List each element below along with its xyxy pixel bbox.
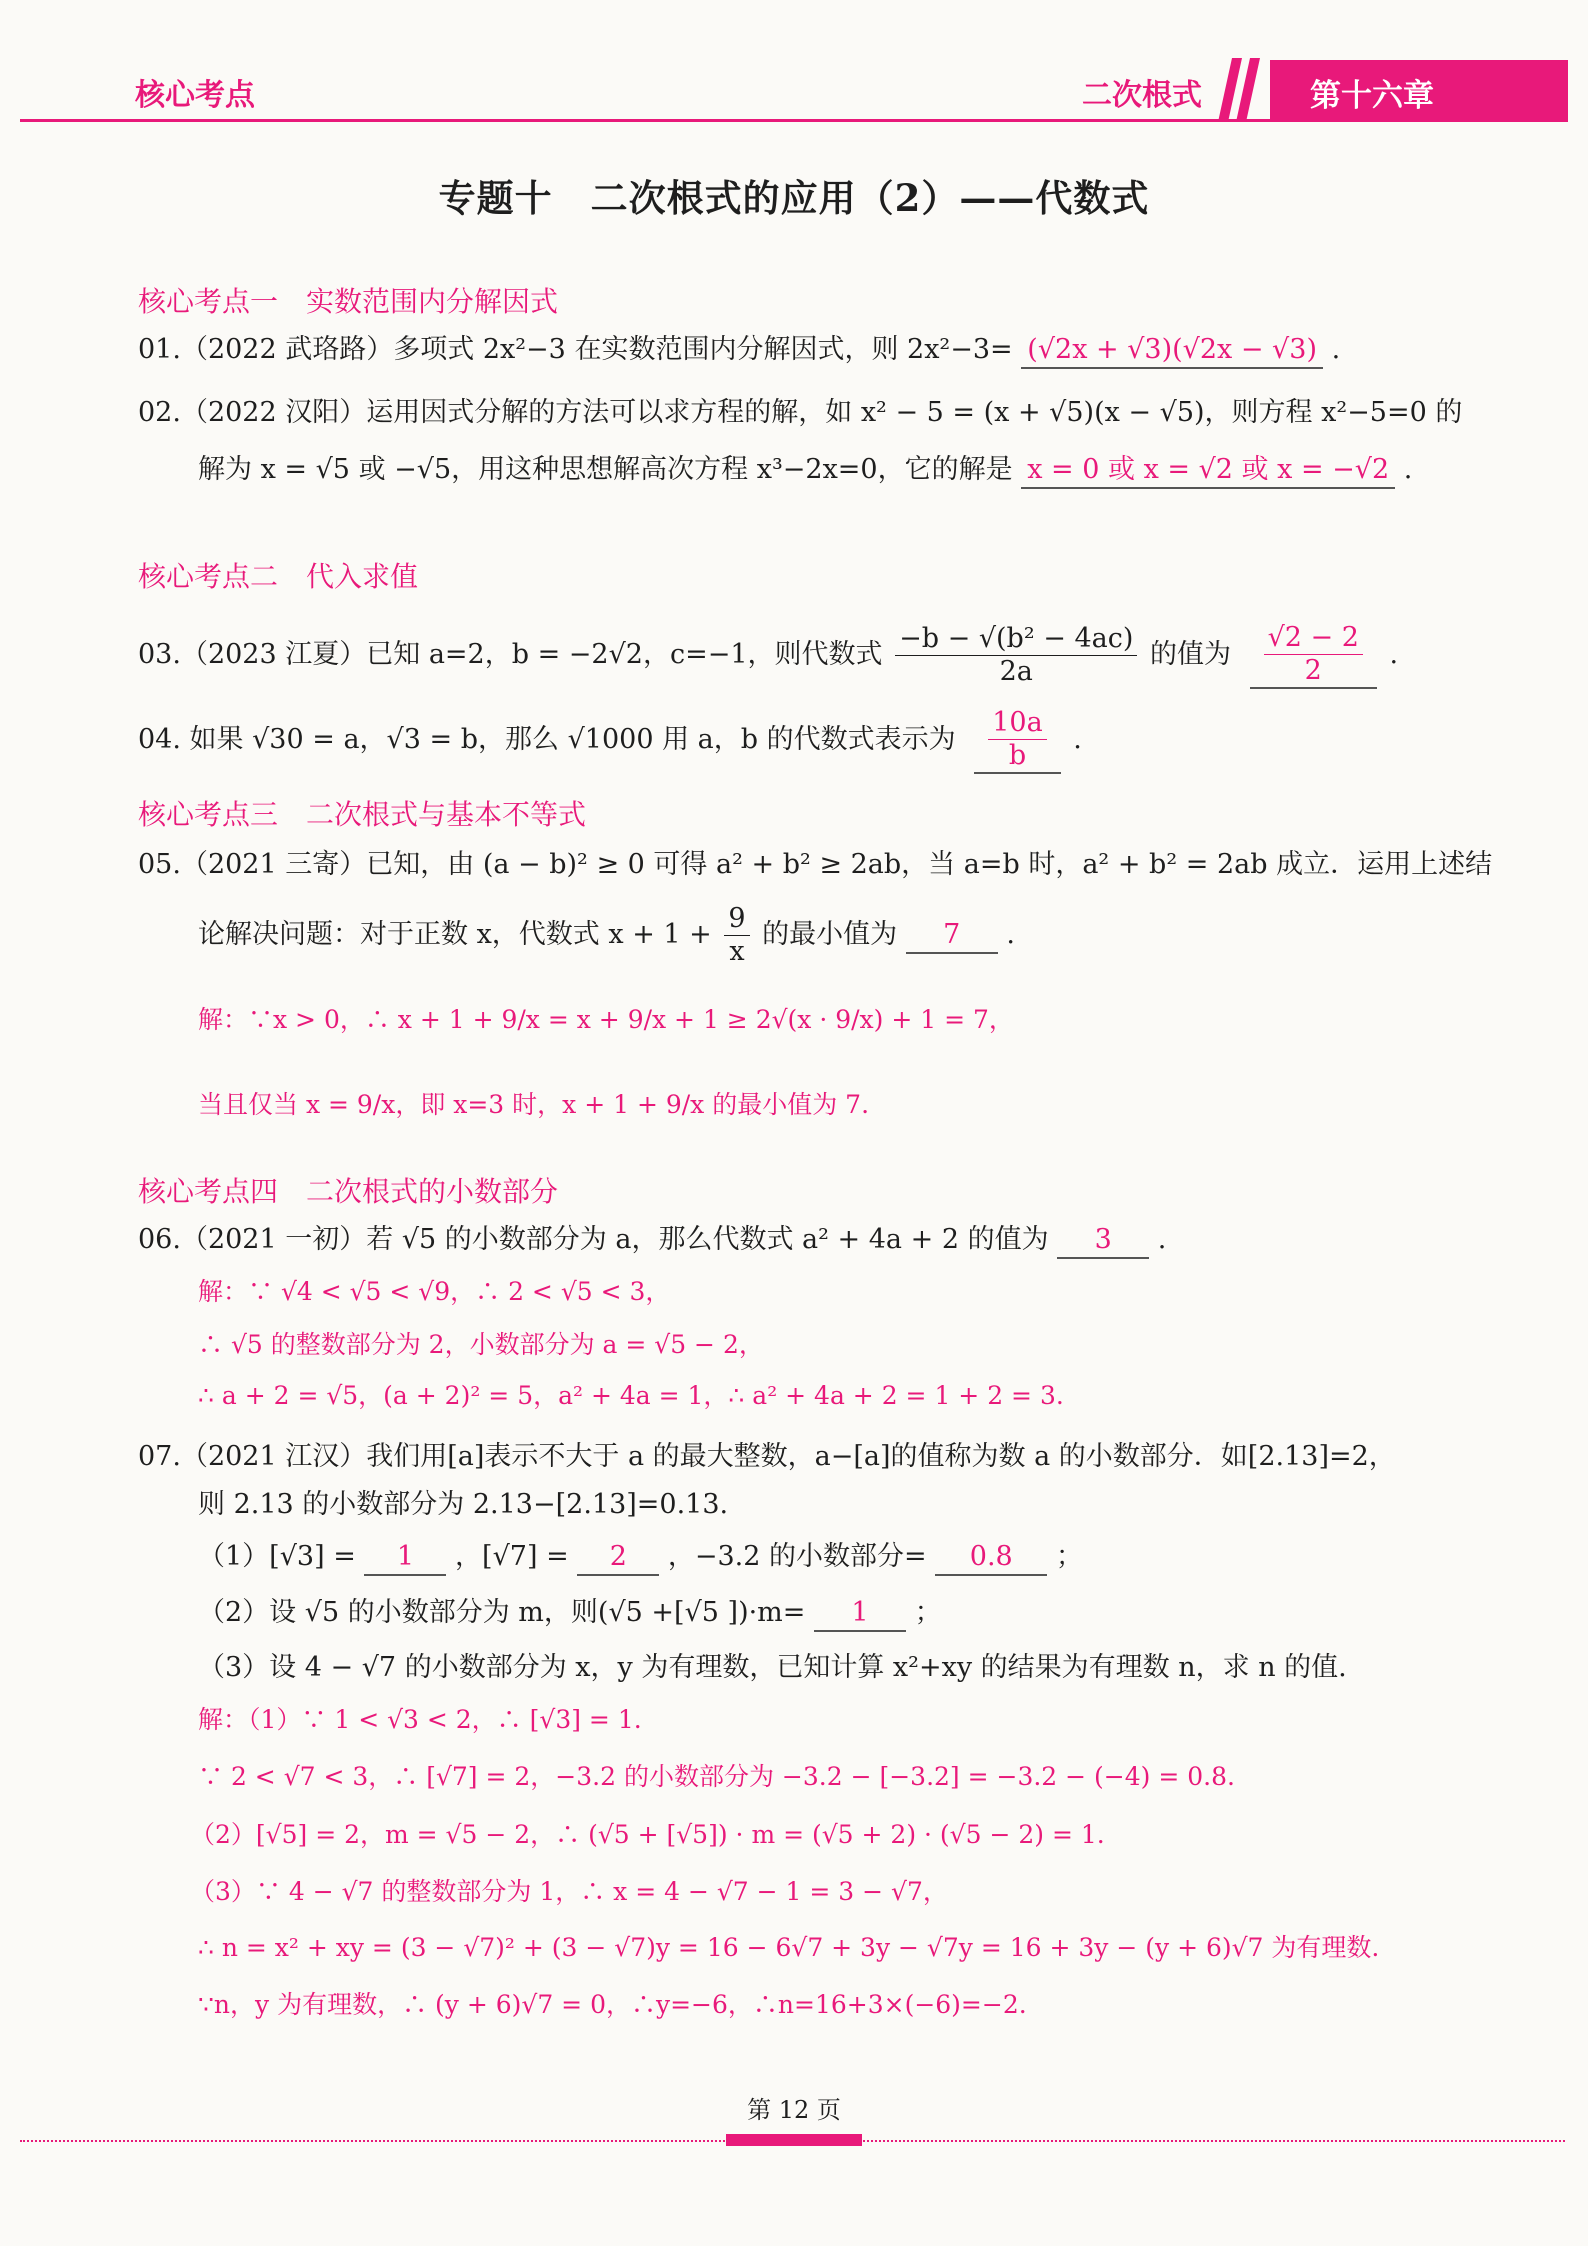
question-05-line-2: [198, 900, 1015, 970]
q07-solution-line-4: （3）∵ 4 − √7 的整数部分为 1，∴ x = 4 − √7 − 1 = 3 − √7，: [190, 1877, 948, 1906]
q01-source: （2022 武珞路）: [180, 334, 394, 365]
q07-solution-line-1: 解：（1）∵ 1 < √3 < 2，∴ [√3] = 1.: [198, 1705, 642, 1734]
q07-answer-3: 0.8: [935, 1540, 1047, 1576]
q07-answer-1: 1: [364, 1540, 446, 1576]
q05-text: 论解决问题：对于正数 x，代数式 x + 1 +: [198, 919, 712, 950]
q03-frac-denominator: 2a: [999, 656, 1033, 687]
q06-solution-line-1: 解：∵ √4 < √5 < √9，∴ 2 < √5 < 3，: [198, 1277, 671, 1306]
q07-part-1: [198, 1537, 1083, 1577]
q07-answer-4: 1: [814, 1596, 906, 1632]
q04-answer: [974, 707, 1060, 774]
q05-frac-numerator: 9: [724, 903, 749, 936]
header-chapter: 第十六章: [1310, 78, 1434, 114]
q01-number: 01.: [138, 334, 181, 365]
q07-part-2: [198, 1593, 942, 1633]
q03-frac-numerator: −b − √(b² − 4ac): [895, 623, 1137, 656]
section-heading-4: 核心考点四 二次根式的小数部分: [138, 1175, 559, 1208]
question-05-line-1: 05.（2021 三寄）已知，由 (a − b)² ≥ 0 可得 a² + b² ≥ 2ab，当 a=b 时，a² + b² = 2ab 成立．运用上述结: [138, 849, 1493, 880]
q05-frac-denominator: x: [729, 936, 745, 967]
page-number: 第 12 页: [747, 2096, 841, 2124]
q07-part-1-b: ，[√7] =: [455, 1541, 569, 1572]
q07-solution-line-5: ∴ n = x² + xy = (3 − √7)² + (3 − √7)y = 16 − 6√7 + 3y − √7y = 16 + 3y − (y + 6)√7 为有理数.: [198, 1933, 1380, 1962]
q04-text: 04. 如果 √30 = a，√3 = b，那么 √1000 用 a，b 的代数式表示为: [138, 724, 956, 755]
question-03: [138, 620, 1398, 690]
question-02-line-1: 02.（2022 汉阳）运用因式分解的方法可以求方程的解，如 x² − 5 = (x + √5)(x − √5)，则方程 x²−5=0 的: [138, 397, 1463, 428]
question-06: [138, 1220, 1166, 1260]
q06-text: 06.（2021 一初）若 √5 的小数部分为 a，那么代数式 a² + 4a + 2 的值为: [138, 1224, 1049, 1255]
q07-answer-2: 2: [577, 1540, 659, 1576]
q07-part-2-text: （2）设 √5 的小数部分为 m，则(√5 +[√5 ])·m=: [198, 1597, 806, 1628]
q02-end: .: [1403, 454, 1413, 485]
header-topic: 二次根式: [1082, 78, 1202, 113]
q03-expression-fraction: [895, 623, 1137, 688]
q07-solution-line-2: ∵ 2 < √7 < 3，∴ [√7] = 2，−3.2 的小数部分为 −3.2 − [−3.2] = −3.2 − (−4) = 0.8.: [198, 1762, 1235, 1791]
footer-accent-bar: [726, 2134, 862, 2146]
q07-part-1-c: ，−3.2 的小数部分=: [667, 1541, 927, 1572]
q07-part-1-a: （1）[√3] =: [198, 1541, 356, 1572]
q07-part-1-end: ；: [1055, 1541, 1083, 1572]
q03-answer-numerator: √2 − 2: [1264, 622, 1363, 655]
section-heading-3: 核心考点三 二次根式与基本不等式: [138, 798, 587, 831]
section-heading-2: 核心考点二 代入求值: [138, 560, 419, 593]
q03-text: 03.（2023 江夏）已知 a=2，b = −2√2，c=−1，则代数式: [138, 639, 883, 670]
question-01: [138, 330, 1340, 370]
q01-answer: (√2x + √3)(√2x − √3): [1021, 333, 1323, 369]
q06-solution-line-3: ∴ a + 2 = √5，(a + 2)² = 5，a² + 4a = 1，∴ a² + 4a + 2 = 1 + 2 = 3.: [198, 1381, 1064, 1410]
q04-answer-denominator: b: [1008, 740, 1027, 771]
question-07-line-1: 07.（2021 江汉）我们用[a]表示不大于 a 的最大整数，a−[a]的值称为数 a 的小数部分．如[2.13]=2，: [138, 1441, 1396, 1472]
header-left-label: 核心考点: [135, 78, 255, 113]
page-title: 专题十 二次根式的应用（2）——代数式: [438, 176, 1150, 220]
q07-solution-line-3: （2）[√5] = 2，m = √5 − 2，∴ (√5 + [√5]) · m = (√5 + 2) · (√5 − 2) = 1.: [190, 1820, 1105, 1849]
q07-part-3: （3）设 4 − √7 的小数部分为 x，y 为有理数，已知计算 x²+xy 的结果为有理数 n，求 n 的值.: [198, 1652, 1347, 1683]
q05-end: .: [1006, 919, 1015, 950]
q04-answer-numerator: 10a: [988, 707, 1046, 740]
q03-answer: [1250, 622, 1377, 689]
q03-answer-denominator: 2: [1304, 655, 1322, 686]
q05-solution-line-2: 当且仅当 x = 9/x，即 x=3 时，x + 1 + 9/x 的最小值为 7.: [198, 1090, 870, 1119]
q02-text: 解为 x = √5 或 −√5，用这种思想解高次方程 x³−2x=0，它的解是: [198, 454, 1013, 485]
q05-answer: 7: [906, 918, 998, 954]
q04-end: .: [1073, 724, 1082, 755]
question-04: [138, 705, 1082, 775]
q02-answer: x = 0 或 x = √2 或 x = −√2: [1021, 453, 1395, 489]
q06-answer: 3: [1057, 1223, 1149, 1259]
q05-solution-line-1: 解：∵x > 0，∴ x + 1 + 9/x = x + 9/x + 1 ≥ 2√(x · 9/x) + 1 = 7，: [198, 1005, 1014, 1034]
q05-fraction: [724, 903, 749, 968]
q05-mid: 的最小值为: [762, 919, 898, 950]
q06-solution-line-2: ∴ √5 的整数部分为 2，小数部分为 a = √5 − 2，: [198, 1330, 764, 1359]
q01-end: .: [1331, 334, 1341, 365]
q06-end: .: [1157, 1224, 1167, 1255]
q03-end: .: [1389, 639, 1399, 670]
question-02-line-2: [198, 450, 1412, 490]
q07-solution-line-6: ∵n，y 为有理数，∴ (y + 6)√7 = 0，∴y=−6，∴n=16+3×(−6)=−2.: [198, 1990, 1027, 2019]
q03-mid: 的值为: [1149, 639, 1231, 670]
section-heading-1: 核心考点一 实数范围内分解因式: [138, 285, 559, 318]
page-header: [0, 0, 1588, 130]
question-07-line-2: 则 2.13 的小数部分为 2.13−[2.13]=0.13.: [198, 1489, 729, 1520]
q07-part-2-end: ；: [914, 1597, 942, 1628]
header-slash-decoration: [1218, 58, 1278, 122]
q01-text: 多项式 2x²−3 在实数范围内分解因式，则 2x²−3=: [393, 334, 1013, 365]
